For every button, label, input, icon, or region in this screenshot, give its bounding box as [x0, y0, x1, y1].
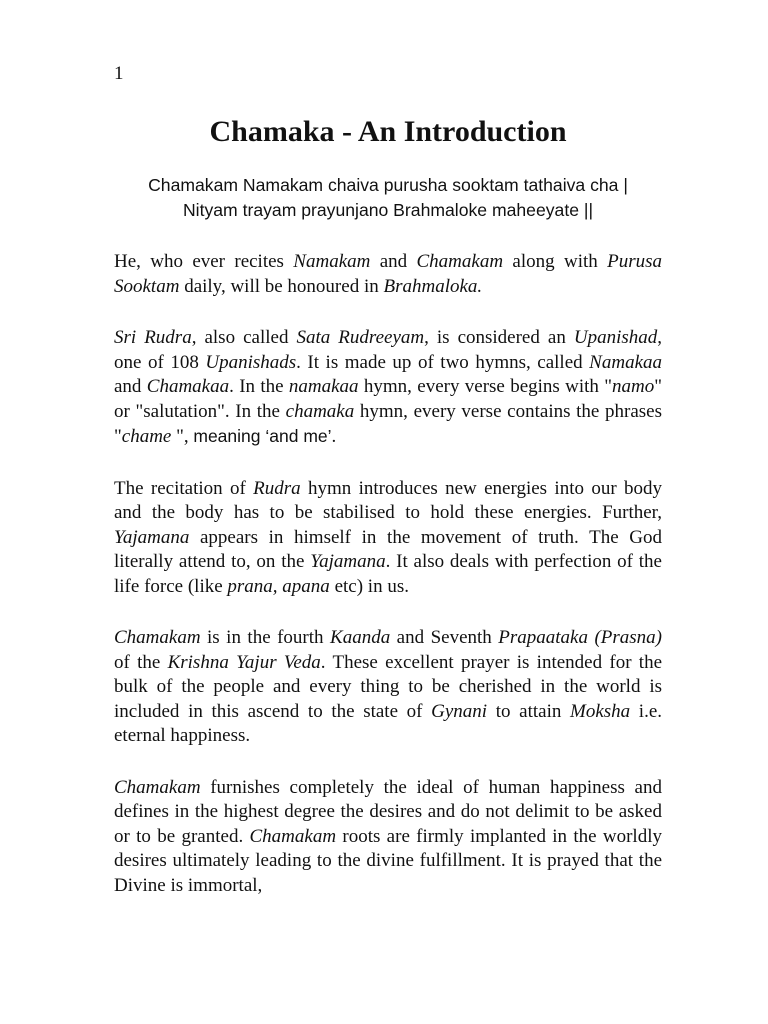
- italic-term: Krishna Yajur Veda: [167, 651, 321, 673]
- italic-term: Chamakam: [114, 627, 201, 648]
- text-run: .: [331, 426, 337, 447]
- page-title: Chamaka - An Introduction: [209, 115, 567, 148]
- italic-term: namo: [612, 376, 655, 397]
- text-run: of the: [114, 651, 168, 673]
- italic-term: Purusa Sooktam: [114, 251, 663, 297]
- italic-term: Yajamana: [114, 526, 190, 548]
- text-run: , is considered an: [424, 327, 574, 348]
- italic-term: Sri Rudra: [114, 327, 192, 348]
- text-run: hymn, every verse contains the phrases ": [114, 400, 662, 447]
- text-run: hymn, every verse begins with ": [358, 376, 613, 397]
- text-run: " or "salutation". In the: [114, 376, 663, 422]
- italic-term: Upanishad: [573, 327, 658, 348]
- verse-line-2: Nityam trayam prayunjano Brahmaloke maheeyate ||: [182, 200, 594, 220]
- italic-term: Chamakam: [114, 776, 201, 798]
- text-run: etc) in us.: [329, 575, 409, 597]
- text-run: is in the fourth: [200, 627, 331, 648]
- text-run: hymn introduces new energies into our body and the body has to be stabilised to hold these energies. Further,: [114, 477, 663, 523]
- paragraph-3: [114, 477, 662, 600]
- text-run: The recitation of: [114, 477, 254, 499]
- text-run: He, who ever recites: [114, 251, 294, 272]
- sanskrit-verse: [114, 173, 662, 223]
- text-run: , also called: [191, 327, 297, 348]
- text-run: , one of 108: [114, 327, 662, 373]
- italic-term: Upanishads: [205, 351, 297, 373]
- text-run: appears in himself in the movement of truth. The God literally attend to, on the: [114, 526, 662, 572]
- text-run: and: [114, 376, 147, 397]
- italic-term: Moksha: [570, 700, 631, 722]
- italic-term: chamaka: [285, 400, 355, 422]
- text-run: along with: [503, 251, 608, 272]
- paragraph-4: [114, 626, 662, 749]
- italic-term: Namakaa: [589, 351, 662, 373]
- text-run: i.e. eternal happiness.: [114, 700, 663, 746]
- text-run: . These excellent prayer is intended for the bulk of the people and every thing to be cherished in the world is included in this ascend to the state of: [114, 651, 663, 722]
- text-run: ",: [171, 426, 194, 447]
- paragraph-1: [114, 250, 662, 299]
- text-run: . It also deals with perfection of the life force (like: [114, 551, 662, 597]
- text-run: daily, will be honoured in: [179, 275, 384, 297]
- text-run: furnishes completely the ideal of human happiness and defines in the highest degree the desires and do not delimit to be asked or to be granted.: [114, 776, 662, 847]
- verse-line-1: Chamakam Namakam chaiva purusha sooktam tathaiva cha |: [148, 175, 628, 195]
- page-number: 1: [114, 63, 124, 84]
- italic-term: Yajamana: [310, 551, 386, 572]
- text-run-sans: meaning ‘and me’: [193, 426, 332, 446]
- italic-term: Prapaataka (Prasna): [498, 627, 662, 648]
- italic-term: Chamakaa: [146, 376, 230, 397]
- text-run: and: [370, 251, 417, 272]
- italic-term: Rudra: [253, 477, 301, 499]
- italic-term: Gynani: [431, 700, 488, 722]
- text-run: . It is made up of two hymns, called: [296, 351, 590, 373]
- italic-term: chame: [121, 426, 172, 447]
- italic-term: Chamakam: [249, 825, 337, 847]
- paragraph-5: [114, 776, 662, 899]
- italic-term: prana, apana: [227, 575, 330, 597]
- paragraph-2: [114, 326, 662, 450]
- italic-term: Kaanda: [330, 627, 391, 648]
- italic-term: Sata Rudreeyam: [296, 327, 425, 348]
- text-run: to attain: [487, 700, 570, 722]
- text-run: roots are firmly implanted in the worldly desires ultimately leading to the divine fulfillment. It is prayed that the Divine is immortal,: [114, 825, 662, 896]
- italic-term: Chamakam: [416, 251, 504, 272]
- text-run: and Seventh: [390, 627, 499, 648]
- text-run: . In the: [229, 376, 289, 397]
- italic-term: Brahmaloka.: [383, 275, 483, 297]
- document-page: [114, 60, 662, 898]
- italic-term: Namakam: [293, 251, 371, 272]
- italic-term: namakaa: [288, 376, 359, 397]
